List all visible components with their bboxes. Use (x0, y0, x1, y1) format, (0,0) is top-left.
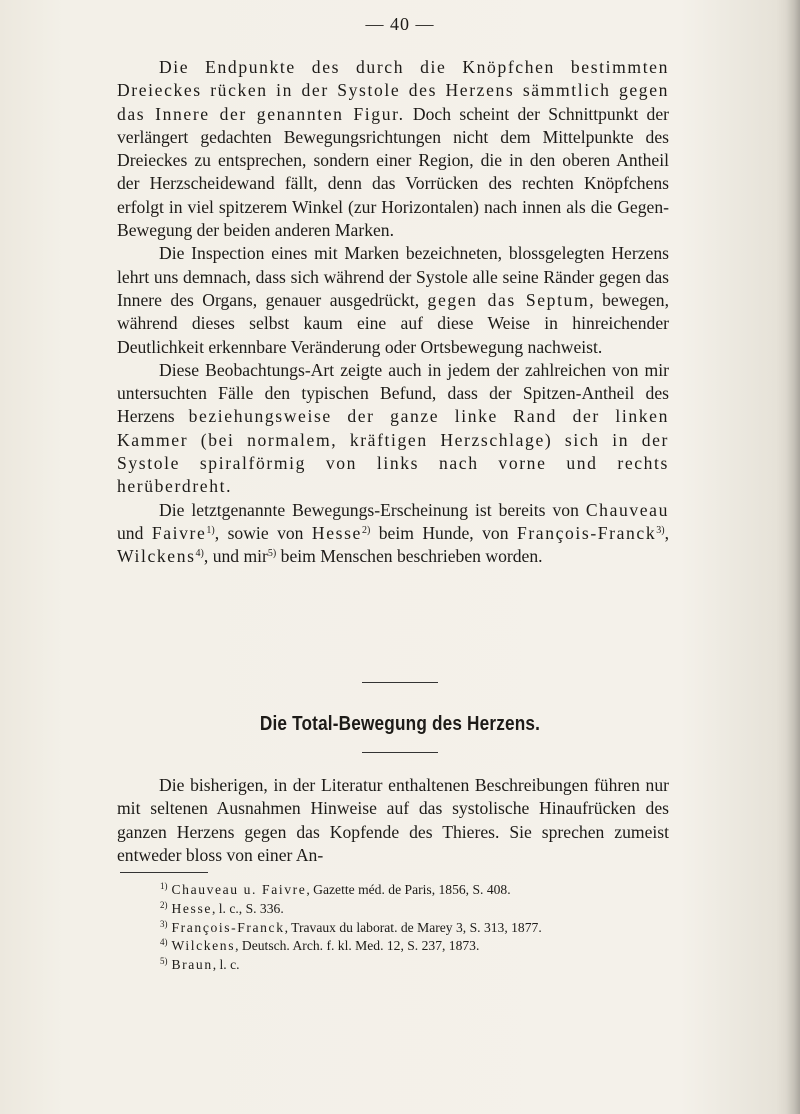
main-text (117, 56, 669, 569)
section-divider-top (362, 682, 438, 683)
spaced-text: Faivre (151, 522, 207, 543)
section-text (117, 774, 669, 867)
spaced-text: François-Franck (516, 522, 657, 543)
footnote: $^{4)}$ Wilckens, Deutsch. Arch. f. kl. Med. 12, S. 237, 1873. (160, 937, 480, 954)
footnote-reference: 4) (195, 548, 204, 560)
footnote: $^{3)}$ François-Franck, Travaux du laborat. de Marey 3, S. 313, 1877. (160, 918, 542, 935)
footnote: $^{2)}$ Hesse, l. c., S. 336. (160, 899, 284, 916)
paragraph: Diese Beobachtungs-Art zeigte auch in jedem der zahlreichen von mir untersuchten Fälle den typischen Befund, dass der Spitzen-Antheil des Herzens beziehungsweise der ganze linke Rand der linken Kammer (bei normalem, kräftigen Herzschlage) sich in der Systole spiralförmig von links nach vorne und rechts herüberdreht. (117, 359, 669, 497)
footnote-mark: 1) (160, 881, 168, 891)
footnote-reference: 1) (206, 524, 215, 536)
spaced-text: gegen das Septum (427, 289, 590, 310)
paragraph: Die bisherigen, in der Literatur enthaltenen Beschreibungen führen nur mit seltenen Ausnahmen Hinweise auf das systolische Hinaufrücken des ganzen Herzens gegen das Kopfende des Thieres. Sie sprechen zumeist entweder bloss von einer An- (117, 775, 669, 865)
footnotes (160, 881, 680, 975)
footnote-reference: 3) (656, 524, 665, 536)
footnote: $^{1)}$ Chauveau u. Faivre, Gazette méd. de Paris, 1856, S. 408. (160, 881, 511, 897)
footnote-mark: 2) (160, 899, 168, 910)
page-number: — 40 — (365, 14, 435, 34)
section-divider-bottom (362, 752, 438, 753)
page-edge-shadow (786, 0, 800, 1114)
footnote-author: Wilckens (171, 938, 236, 954)
footnote-mark: 3) (160, 918, 168, 929)
spaced-text: Hesse (311, 522, 362, 543)
footnote-author: Chauveau u. Faivre (171, 882, 307, 897)
footnote-author: Hesse (171, 900, 212, 916)
spaced-text: Die Endpunkte des durch die Knöpfchen bestimmten Dreieckes rücken in der Systole des Herzens sämmtlich gegen das Innere der genannten Figur. (117, 57, 669, 124)
paragraph: Die Inspection eines mit Marken bezeichneten, blossgelegten Herzens lehrt uns demnach, dass sich während der Systole alle seine Ränder gegen das Innere des Organs, genauer ausgedrückt, gegen das Septum, bewegen, während dieses selbst kaum eine auf diese Weise in hinreichender Deutlichkeit erkennbare Veränderung oder Ortsbewegung nachweist. (117, 243, 670, 357)
footnote-mark: 5) (160, 956, 168, 967)
footnote-author: François-Franck (171, 919, 285, 935)
section-heading: Die Total-Bewegung des Herzens. (259, 713, 541, 735)
spaced-text: Wilckens (117, 546, 196, 567)
paragraph: Die Endpunkte des durch die Knöpfchen bestimmten Dreieckes rücken in der Systole des Herzens sämmtlich gegen das Innere der genannten Figur. Doch scheint der Schnittpunkt der verlängert gedachten Bewegungsrichtungen nicht dem Mittelpunkte des Dreieckes zu entsprechen, sondern einer Region, die in den oberen Antheil der Herzscheidewand fällt, denn das Vorrücken des rechten Knöpfchens erfolgt in viel spitzerem Winkel (zur Horizontalen) nach innen als die Gegen-Bewegung der beiden anderen Marken. (117, 57, 669, 241)
footnote-rule (120, 872, 208, 873)
footnote-author: Braun (171, 957, 213, 973)
footnote: $^{5)}$ Braun, l. c. (160, 956, 240, 973)
footnote-mark: 4) (160, 937, 168, 948)
spaced-text: Chauveau (585, 499, 669, 520)
footnote-reference: 5) (267, 548, 277, 560)
paragraph: Die letztgenannte Bewegungs-Erscheinung ist bereits von Chauveau und Faivre$^{1)}$, sowie von Hesse$^{2)}$ beim Hunde, von François-Franck$^{3)}$, Wilckens$^{4)}$, und mir$^{5)}$ beim Menschen beschrieben worden. (117, 499, 669, 567)
footnote-reference: 2) (361, 524, 371, 536)
spaced-text: beziehungsweise der ganze linke Rand der linken Kammer (bei normalem, kräftigen Herzschlage) sich in der Systole spiralförmig von links nach vorne und rechts herüberdreht. (117, 406, 669, 497)
